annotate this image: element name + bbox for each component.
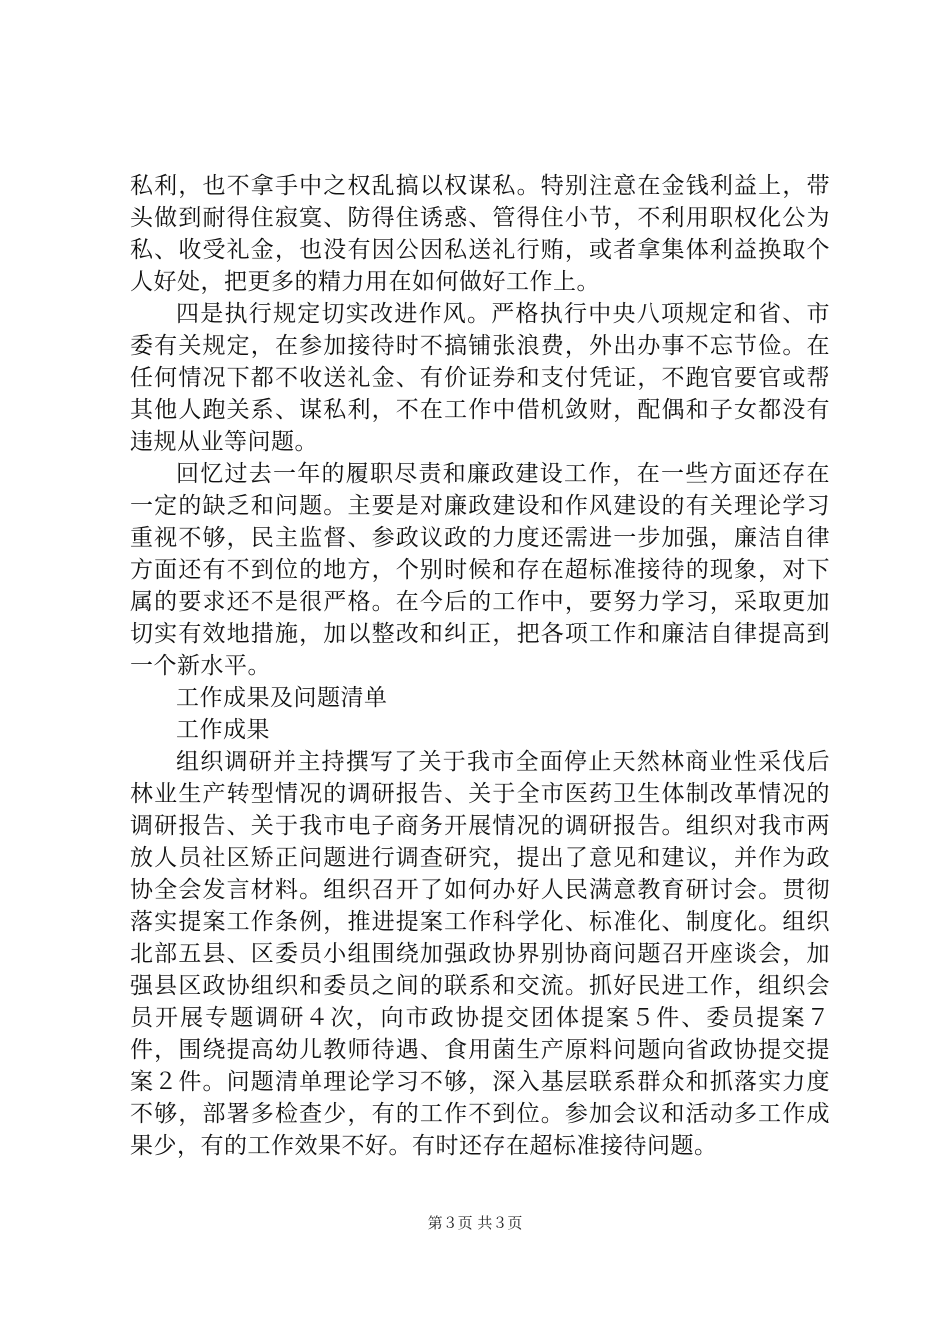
page-footer: 第３页 共３页: [427, 1214, 523, 1232]
paragraph-4: 组织调研并主持撰写了关于我市全面停止天然林商业性采伐后林业生产转型情况的调研报告、关于全市医药卫生体制改革情况的调研报告、关于我市电子商务开展情况的调研报告。组织对我市两放人员社区矫正问题进行调查研究，提出了意见和建议，并作为政协全会发言材料。组织召开了如何办好人民满意教育研讨会。贯彻落实提案工作条例，推进提案工作科学化、标准化、制度化。组织北部五县、区委员小组围绕加强政协界别协商问题召开座谈会，加强县区政协组织和委员之间的联系和交流。抓好民进工作，组织会员开展专题调研４次，向市政协提交团体提案５件、委员提案７件，围绕提高幼儿教师待遇、食用菌生产原料问题向省政协提交提案２件。问题清单理论学习不够，深入基层联系群众和抓落实力度不够，部署多检查少，有的工作不到位。参加会议和活动多工作成果少，有的工作效果不好。有时还存在超标准接待问题。: [130, 749, 830, 1159]
paragraph-1: 私利，也不拿手中之权乱搞以权谋私。特别注意在金钱利益上，带头做到耐得住寂寞、防得住诱惑、管得住小节，不利用职权化公为私、收受礼金，也没有因公因私送礼行贿，或者拿集体利益换取个人好处，把更多的精力用在如何做好工作上。: [130, 173, 830, 295]
paragraph-3: 回忆过去一年的履职尽责和廉政建设工作，在一些方面还存在一定的缺乏和问题。主要是对廉政建设和作风建设的有关理论学习重视不够，民主监督、参政议政的力度还需进一步加强，廉洁自律方面还有不到位的地方，个别时候和存在超标准接待的现象，对下属的要求还不是很严格。在今后的工作中，要努力学习，采取更加切实有效地措施，加以整改和纠正，把各项工作和廉洁自律提高到一个新水平。: [130, 461, 830, 679]
document-body: [130, 170, 830, 1162]
subsection-heading: 工作成果: [176, 717, 270, 743]
paragraph-2: 四是执行规定切实改进作风。严格执行中央八项规定和省、市委有关规定，在参加接待时不搞铺张浪费，外出办事不忘节俭。在任何情况下都不收送礼金、有价证券和支付凭证，不跑官要官或帮其他人跑关系、谋私利，不在工作中借机敛财，配偶和子女都没有违规从业等问题。: [130, 301, 830, 455]
section-heading: 工作成果及问题清单: [176, 685, 388, 711]
